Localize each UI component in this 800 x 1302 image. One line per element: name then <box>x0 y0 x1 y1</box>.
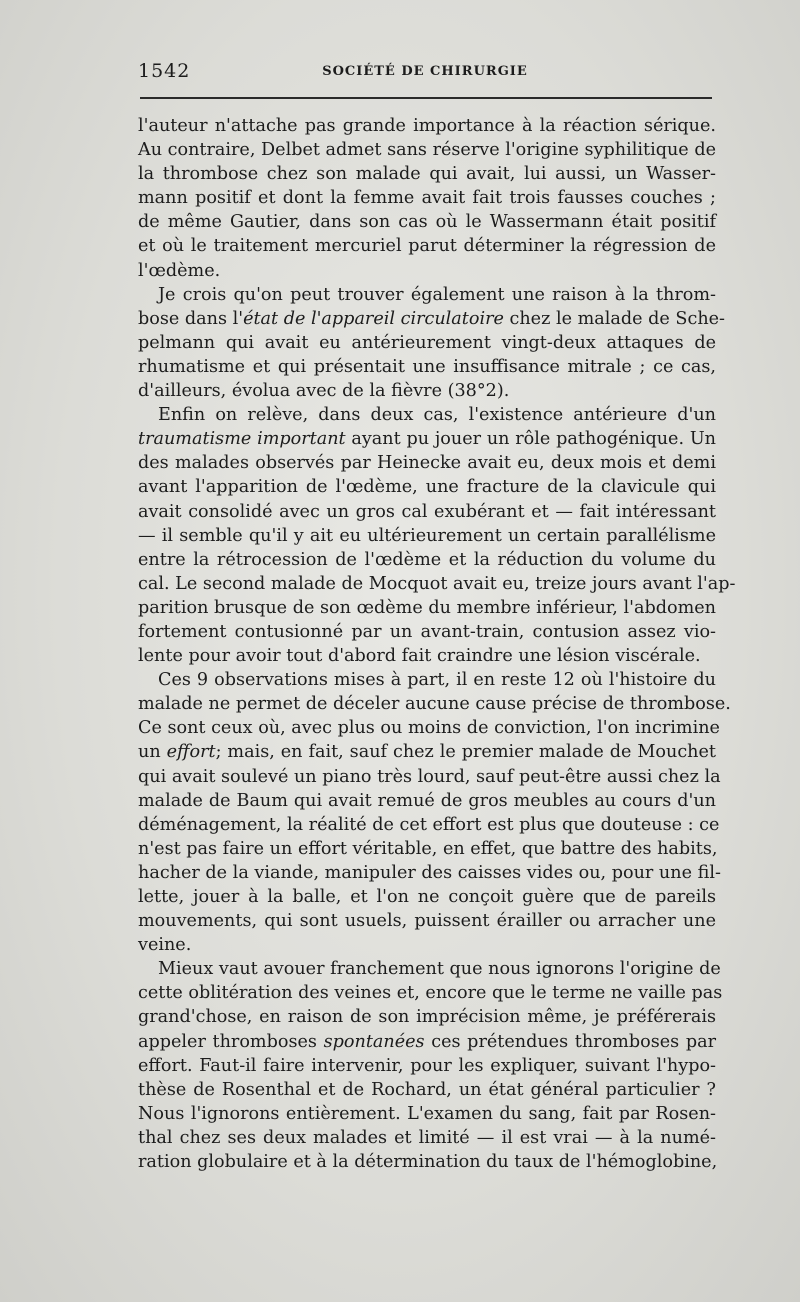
text-line: thèse de Rosenthal et de Rochard, un état général particulier ? <box>138 1079 716 1100</box>
text-line: malade de Baum qui avait remué de gros meubles au cours d'un <box>138 790 716 811</box>
text-line: ration globulaire et à la détermination du taux de l'hémoglobine, <box>138 1152 718 1173</box>
text-line: veine. <box>138 935 192 956</box>
page-number: 1542 <box>138 60 191 82</box>
text-line: pelmann qui avait eu antérieurement vingt-deux attaques de <box>138 332 716 353</box>
text-run: appeler thromboses <box>138 1031 324 1052</box>
text-line: cette oblitération des veines et, encore que le terme ne vaille pas <box>138 983 723 1004</box>
italic-phrase: effort <box>166 742 216 763</box>
text-line: thal chez ses deux malades et limité — il est vrai — à la numé- <box>138 1127 716 1148</box>
text-line: Au contraire, Delbet admet sans réserve l'origine syphilitique de <box>138 140 716 161</box>
text-line: la thrombose chez son malade qui avait, lui aussi, un Wasser- <box>138 164 716 185</box>
text-line: Je crois qu'on peut trouver également une raison à la throm- <box>158 284 716 305</box>
text-line: mouvements, qui sont usuels, puissent érailler ou arracher une <box>138 911 716 932</box>
text-line: mann positif et dont la femme avait fait trois fausses couches ; <box>138 188 716 209</box>
running-title: SOCIÉTÉ DE CHIRURGIE <box>322 64 528 79</box>
text-line: effort. Faut-il faire intervenir, pour les expliquer, suivant l'hypo- <box>138 1055 716 1076</box>
text-line: l'œdème. <box>138 260 221 281</box>
text-line: hacher de la viande, manipuler des caisses vides ou, pour une fil- <box>138 862 721 883</box>
text-line <box>138 427 716 451</box>
header-rule <box>140 97 712 99</box>
text-line: des malades observés par Heinecke avait eu, deux mois et demi <box>138 453 716 474</box>
text-line: grand'chose, en raison de son imprécision même, je préférerais <box>138 1007 716 1028</box>
text-line: de même Gautier, dans son cas où le Wassermann était positif <box>138 212 716 233</box>
text-line: malade ne permet de déceler aucune cause précise de thrombose. <box>138 694 731 715</box>
text-line <box>138 740 716 764</box>
text-line <box>138 307 726 331</box>
text-line: et où le traitement mercuriel parut déterminer la régression de <box>138 236 716 257</box>
text-line <box>138 1030 716 1054</box>
body-text <box>138 114 736 1174</box>
text-line: Mieux vaut avouer franchement que nous ignorons l'origine de <box>158 959 721 980</box>
italic-phrase: spontanées <box>323 1031 425 1052</box>
italic-phrase: traumatisme important <box>138 429 346 450</box>
text-line: avait consolidé avec un gros cal exubérant et — fait intéressant <box>138 501 716 522</box>
text-run: un <box>138 742 167 763</box>
italic-phrase: état de l'appareil circulatoire <box>243 308 504 329</box>
text-line: lente pour avoir tout d'abord fait craindre une lésion viscérale. <box>138 646 701 667</box>
text-line: n'est pas faire un effort véritable, en effet, que battre des habits, <box>138 838 718 859</box>
text-line: parition brusque de son œdème du membre inférieur, l'abdomen <box>138 597 716 618</box>
text-line: avant l'apparition de l'œdème, une fracture de la clavicule qui <box>138 477 716 498</box>
text-line: lette, jouer à la balle, et l'on ne conçoit guère que de pareils <box>138 887 716 907</box>
text-line: qui avait soulevé un piano très lourd, sauf peut-être aussi chez la <box>138 766 721 787</box>
text-line: entre la rétrocession de l'œdème et la réduction du volume du <box>138 549 716 570</box>
text-line: Ce sont ceux où, avec plus ou moins de conviction, l'on incrimine <box>138 718 720 739</box>
text-line: fortement contusionné par un avant-train, contusion assez vio- <box>138 621 716 642</box>
text-line: rhumatisme et qui présentait une insuffisance mitrale ; ce cas, <box>138 356 716 377</box>
text-line: Enfin on relève, dans deux cas, l'existence antérieure d'un <box>158 405 716 426</box>
text-line: Nous l'ignorons entièrement. L'examen du sang, fait par Rosen- <box>138 1103 716 1124</box>
text-line: d'ailleurs, évolua avec de la fièvre (38°2). <box>138 381 510 402</box>
text-run: chez le malade de Sche- <box>503 308 726 329</box>
text-run: ces prétendues thromboses par <box>424 1031 716 1052</box>
text-line: Ces 9 observations mises à part, il en reste 12 où l'histoire du <box>158 670 716 691</box>
text-line: l'auteur n'attache pas grande importance à la réaction sérique. <box>138 116 716 136</box>
text-line: cal. Le second malade de Mocquot avait eu, treize jours avant l'ap- <box>138 573 736 594</box>
text-run: ; mais, en fait, sauf chez le premier malade de Mouchet <box>215 742 716 763</box>
text-run: ayant pu jouer un rôle pathogénique. Un <box>345 429 716 450</box>
text-line: — il semble qu'il y ait eu ultérieurement un certain parallélisme <box>138 525 716 546</box>
text-line: déménagement, la réalité de cet effort est plus que douteuse : ce <box>138 814 720 835</box>
text-run: bose dans l' <box>138 308 244 329</box>
page-header <box>138 58 712 86</box>
